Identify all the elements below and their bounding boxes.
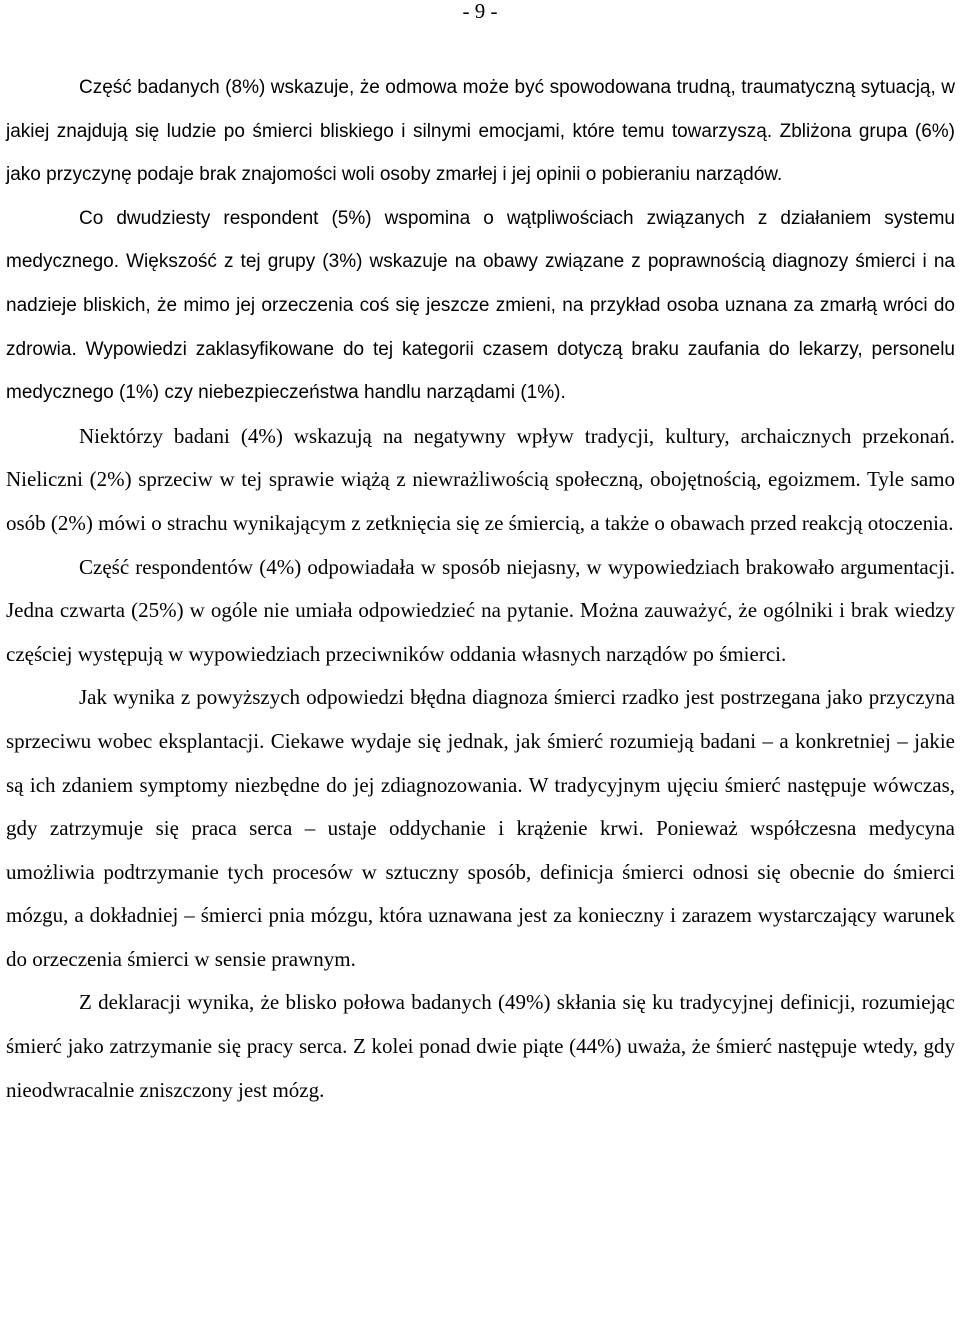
paragraph-refusal-reasons: Część badanych (8%) wskazuje, że odmowa może być spowodowana trudną, traumatyczną sytuacją, w jakiej znajdują się ludzie po śmierci bliskiego i silnymi emocjami, które temu towarzyszą. Zbliżona grupa (6%) jako przyczynę podaje brak znajomości woli osoby zmarłej i jej opinii o pobieraniu narządów. bbox=[6, 77, 955, 186]
paragraph-medical-system-doubts: Co dwudziesty respondent (5%) wspomina o wątpliwościach związanych z działaniem systemu medycznego. Większość z tej grupy (3%) wskazuje na obawy związane z poprawnością diagnozy śmierci i na nadzieje bliskich, że mimo jej orzeczenia coś się jeszcze zmieni, na przykład osoba uznana za zmarłą wróci do zdrowia. Wypowiedzi zaklasyfikowane do tej kategorii czasem dotyczą braku zaufania do lekarzy, personelu medycznego (1%) czy niebezpieczeństwa handlu narządami (1%). bbox=[6, 207, 955, 404]
paragraph-tradition-influence: Niektórzy badani (4%) wskazują na negatywny wpływ tradycji, kultury, archaicznych przekonań. Nieliczni (2%) sprzeciw w tej sprawie wiążą z niewrażliwością społeczną, obojętnością, egoizmem. Tyle samo osób (2%) mówi o strachu wynikającym z zetknięcia się ze śmiercią, a także o obawach przed reakcją otoczenia. bbox=[6, 423, 955, 535]
document-body bbox=[6, 66, 955, 1112]
paragraph-declarations: Z deklaracji wynika, że blisko połowa badanych (49%) skłania się ku tradycyjnej definicji, rozumiejąc śmierć jako zatrzymanie się pracy serca. Z kolei ponad dwie piąte (44%) uważa, że śmierć następuje wtedy, gdy nieodwracalnie zniszczony jest mózg. bbox=[6, 990, 955, 1102]
page-number-text: - 9 - bbox=[462, 0, 498, 23]
paragraph-death-definition: Jak wynika z powyższych odpowiedzi błędna diagnoza śmierci rzadko jest postrzegana jako przyczyna sprzeciwu wobec eksplantacji. Ciekawe wydaje się jednak, jak śmierć rozumieją badani – a konkretniej – jakie są ich zdaniem symptomy niezbędne do jej zdiagnozowania. W tradycyjnym ujęciu śmierć następuje wówczas, gdy zatrzymuje się praca serca – ustaje oddychanie i krążenie krwi. Ponieważ współczesna medycyna umożliwia podtrzymanie tych procesów w sztuczny sposób, definicja śmierci odnosi się obecnie do śmierci mózgu, a dokładniej – śmierci pnia mózgu, która uznawana jest za konieczny i zarazem wystarczający warunek do orzeczenia śmierci w sensie prawnym. bbox=[6, 685, 955, 971]
page-number bbox=[0, 0, 960, 26]
paragraph-unclear-answers: Część respondentów (4%) odpowiadała w sposób niejasny, w wypowiedziach brakowało argumentacji. Jedna czwarta (25%) w ogóle nie umiała odpowiedzieć na pytanie. Można zauważyć, że ogólniki i brak wiedzy częściej występują w wypowiedziach przeciwników oddania własnych narządów po śmierci. bbox=[6, 554, 955, 666]
